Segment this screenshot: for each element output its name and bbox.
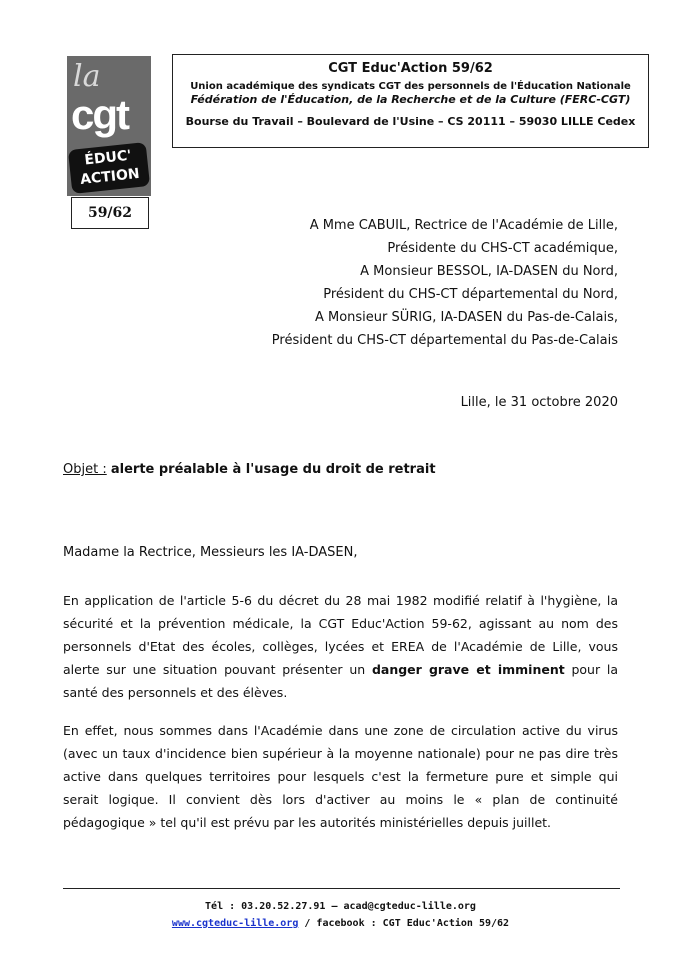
- salutation: Madame la Rectrice, Messieurs les IA-DASEN,: [63, 545, 358, 560]
- letterhead-box: [172, 54, 649, 148]
- footer-divider: [63, 888, 620, 889]
- body-paragraph-2: En effet, nous sommes dans l'Académie dans une zone de circulation active du virus (avec un taux d'incidence bien supérieur à la moyenne nationale) pour ne pas dire très active dans quelques territoires pour lesquels c'est la fermeture pure et simple qui serait logique. Il convient dès lors d'activer au moins le « plan de continuité pédagogique » tel qu'il est prévu par les autorités ministérielles depuis juillet.: [63, 723, 618, 830]
- recipients-block: [272, 214, 618, 352]
- recipient-line: Président du CHS-CT départemental du Nord,: [323, 287, 618, 302]
- logo-educ-action-badge: [68, 142, 150, 194]
- footer-contact: Tél : 03.20.52.27.91 – acad@cgteduc-lille.org: [205, 901, 476, 912]
- recipient-line: Présidente du CHS-CT académique,: [387, 241, 618, 256]
- letterhead-title: CGT Educ'Action 59/62: [328, 61, 493, 76]
- letterhead-address: Bourse du Travail – Boulevard de l'Usine – CS 20111 – 59030 LILLE Cedex: [185, 115, 636, 128]
- footer-facebook: / facebook : CGT Educ'Action 59/62: [298, 918, 510, 929]
- subject-text: alerte préalable à l'usage du droit de retrait: [110, 462, 436, 477]
- subject-line: [63, 462, 436, 477]
- letterhead-federation: Fédération de l'Éducation, de la Recherche et de la Culture (FERC-CGT): [190, 93, 631, 106]
- subject-label: Objet :: [63, 462, 107, 477]
- recipient-line: Président du CHS-CT départemental du Pas-de-Calais: [271, 333, 618, 348]
- website-link[interactable]: www.cgteduc-lille.org: [171, 918, 299, 929]
- footer: [0, 898, 681, 932]
- letter-date: Lille, le 31 octobre 2020: [460, 395, 618, 410]
- logo-educ-line1: ÉDUC': [83, 147, 133, 169]
- letterhead-union: Union académique des syndicats CGT des personnels de l'Éducation Nationale: [190, 81, 631, 92]
- recipient-line: A Monsieur SÜRIG, IA-DASEN du Pas-de-Calais,: [314, 310, 618, 325]
- logo-la-text: la: [73, 59, 101, 94]
- department-code-box: 59/62: [71, 197, 149, 229]
- paragraph1-text-start: En application de l'article 5-6 du décret du 28 mai 1982 modifié relatif à l'hygiène, la sécurité et la prévention médicale, la CGT Educ'Action 59-62, agissant au nom des personnels d'Etat des écoles, collèges, lycées et EREA de l'Académie de Lille, vous alerte sur une situation pouvant présenter un: [63, 593, 618, 677]
- recipient-line: A Mme CABUIL, Rectrice de l'Académie de Lille,: [309, 218, 618, 233]
- paragraph1-text-end: pour la santé des personnels et des élèves.: [63, 662, 618, 700]
- paragraph1-emphasis: danger grave et imminent: [371, 662, 565, 677]
- footer-links: [0, 915, 681, 932]
- cgt-logo: [67, 56, 151, 196]
- logo-educ-line2: ACTION: [79, 165, 141, 189]
- recipient-line: A Monsieur BESSOL, IA-DASEN du Nord,: [360, 264, 618, 279]
- logo-cgt-text: cgt: [71, 91, 128, 138]
- body-paragraph-1: [63, 589, 618, 704]
